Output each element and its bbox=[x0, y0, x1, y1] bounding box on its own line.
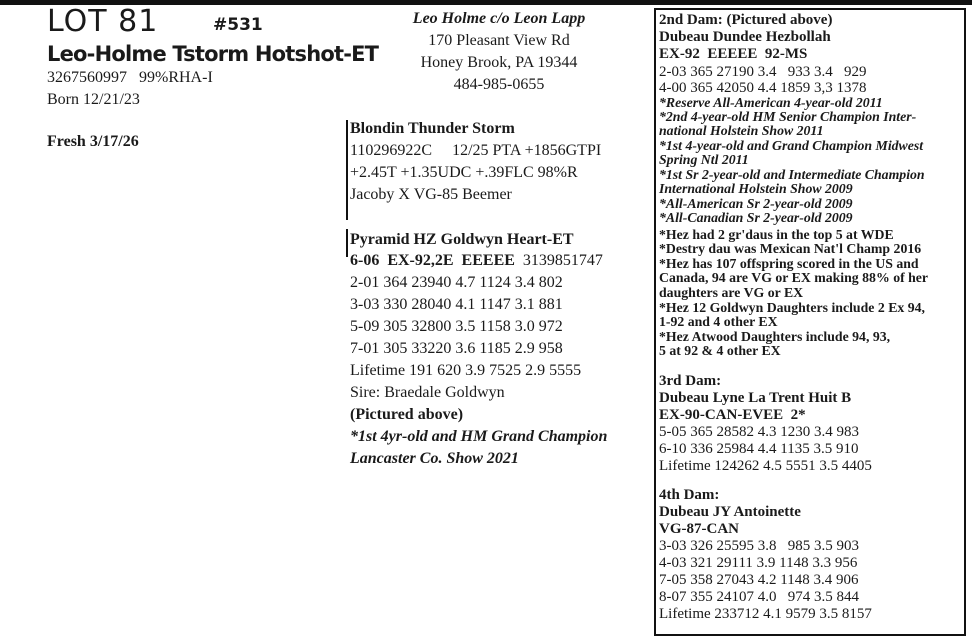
pedigree-bracket-dam bbox=[346, 229, 348, 257]
third-dam-lifetime-record: Lifetime 124262 4.5 5551 3.5 4405 bbox=[659, 458, 872, 474]
fourth-dam-record: 3-03 326 25595 3.8 985 3.5 903 bbox=[659, 538, 859, 554]
second-dam-fact: *Hez 12 Goldwyn Daughters include 2 Ex 94, bbox=[659, 300, 925, 315]
dam-lifetime-record: Lifetime 191 620 3.9 7525 2.9 5555 bbox=[350, 362, 582, 379]
dam-record: 5-09 305 32800 3.5 1158 3.0 972 bbox=[350, 318, 563, 335]
second-dam-record: 4-00 365 42050 4.4 1859 3,3 1378 bbox=[659, 80, 867, 96]
consignor-address: 170 Pleasant View Rd bbox=[428, 32, 570, 49]
second-dam-fact: 1-92 and 4 other EX bbox=[659, 314, 778, 329]
dam-award-line-2: Lancaster Co. Show 2021 bbox=[350, 450, 519, 467]
dam-score: 6-06 EX-92,2E EEEEE bbox=[350, 252, 515, 269]
second-dam-award: *1st Sr 2-year-old and Intermediate Champion bbox=[659, 167, 925, 182]
dam-score-line bbox=[350, 250, 603, 272]
second-dam-fact: *Hez Atwood Daughters include 94, 93, bbox=[659, 329, 891, 344]
dam-award-line-1: *1st 4yr-old and HM Grand Champion bbox=[350, 428, 608, 445]
second-dam-award: *All-Canadian Sr 2-year-old 2009 bbox=[659, 210, 853, 225]
second-dam-score: EX-92 EEEEE 92-MS bbox=[659, 46, 808, 62]
third-dam-record: 5-05 365 28582 4.3 1230 3.4 983 bbox=[659, 424, 859, 440]
third-dam-record: 6-10 336 25984 4.4 1135 3.5 910 bbox=[659, 441, 859, 457]
dam-registration: 3139851747 bbox=[522, 252, 603, 269]
second-dam-award: *Reserve All-American 4-year-old 2011 bbox=[659, 95, 883, 110]
fourth-dam-name: Dubeau JY Antoinette bbox=[659, 504, 801, 520]
fresh-date: Fresh 3/17/26 bbox=[47, 133, 139, 150]
second-dam-award: International Holstein Show 2009 bbox=[659, 181, 853, 196]
dam-name: Pyramid HZ Goldwyn Heart-ET bbox=[350, 231, 574, 248]
second-dam-heading: 2nd Dam: (Pictured above) bbox=[659, 12, 833, 28]
third-dam-name: Dubeau Lyne La Trent Huit B bbox=[659, 390, 852, 406]
fourth-dam-lifetime-record: Lifetime 233712 4.1 9579 3.5 8157 bbox=[659, 606, 872, 622]
second-dam-record: 2-03 365 27190 3.4 933 3.4 929 bbox=[659, 64, 867, 80]
sire-info-3: Jacoby X VG-85 Beemer bbox=[350, 186, 512, 203]
second-dam-fact: *Hez had 2 gr'daus in the top 5 at WDE bbox=[659, 227, 894, 242]
fourth-dam-heading: 4th Dam: bbox=[659, 487, 720, 503]
fourth-dam-score: VG-87-CAN bbox=[659, 521, 739, 537]
dam-record: 3-03 330 28040 4.1 1147 3.1 881 bbox=[350, 296, 563, 313]
consignor-name: Leo Holme c/o Leon Lapp bbox=[412, 10, 586, 27]
fourth-dam-record: 4-03 321 29111 3.9 1148 3.3 956 bbox=[659, 555, 858, 571]
consignor-phone: 484-985-0655 bbox=[453, 76, 545, 93]
second-dam-award: *1st 4-year-old and Grand Champion Midwest bbox=[659, 138, 924, 153]
animal-name: Leo-Holme Tstorm Hotshot-ET bbox=[47, 42, 379, 66]
catalog-number: #531 bbox=[213, 15, 263, 35]
dam-record: 2-01 364 23940 4.7 1124 3.4 802 bbox=[350, 274, 563, 291]
pedigree-bracket-sire bbox=[346, 120, 348, 220]
sire-name: Blondin Thunder Storm bbox=[350, 120, 515, 137]
third-dam-score: EX-90-CAN-EVEE 2* bbox=[659, 407, 806, 423]
dam-pictured-note: (Pictured above) bbox=[350, 406, 464, 423]
fourth-dam-record: 7-05 358 27043 4.2 1148 3.4 906 bbox=[659, 572, 859, 588]
second-dam-fact: *Hez has 107 offspring scored in the US and bbox=[659, 256, 919, 271]
dam-sire: Sire: Braedale Goldwyn bbox=[350, 384, 505, 401]
second-dam-award: *2nd 4-year-old HM Senior Champion Inter- bbox=[659, 109, 917, 124]
dam-record: 7-01 305 33220 3.6 1185 2.9 958 bbox=[350, 340, 563, 357]
sire-info-1: 110296922C 12/25 PTA +1856GTPI bbox=[350, 142, 602, 159]
birth-date: Born 12/21/23 bbox=[47, 91, 140, 108]
second-dam-fact: 5 at 92 & 4 other EX bbox=[659, 343, 781, 358]
second-dam-fact: daughters are VG or EX bbox=[659, 285, 804, 300]
registration-line: 3267560997 99%RHA-I bbox=[47, 69, 213, 86]
lot-number: LOT 81 bbox=[47, 4, 159, 39]
second-dam-award: *All-American Sr 2-year-old 2009 bbox=[659, 196, 853, 211]
second-dam-award: national Holstein Show 2011 bbox=[659, 123, 824, 138]
sire-info-2: +2.45T +1.35UDC +.39FLC 98%R bbox=[350, 164, 578, 181]
fourth-dam-record: 8-07 355 24107 4.0 974 3.5 844 bbox=[659, 589, 859, 605]
second-dam-fact: *Destry dau was Mexican Nat'l Champ 2016 bbox=[659, 241, 922, 256]
second-dam-name: Dubeau Dundee Hezbollah bbox=[659, 29, 831, 45]
second-dam-award: Spring Ntl 2011 bbox=[659, 152, 749, 167]
third-dam-heading: 3rd Dam: bbox=[659, 373, 722, 389]
second-dam-fact: Canada, 94 are VG or EX making 88% of her bbox=[659, 270, 929, 285]
consignor-city: Honey Brook, PA 19344 bbox=[420, 54, 578, 71]
